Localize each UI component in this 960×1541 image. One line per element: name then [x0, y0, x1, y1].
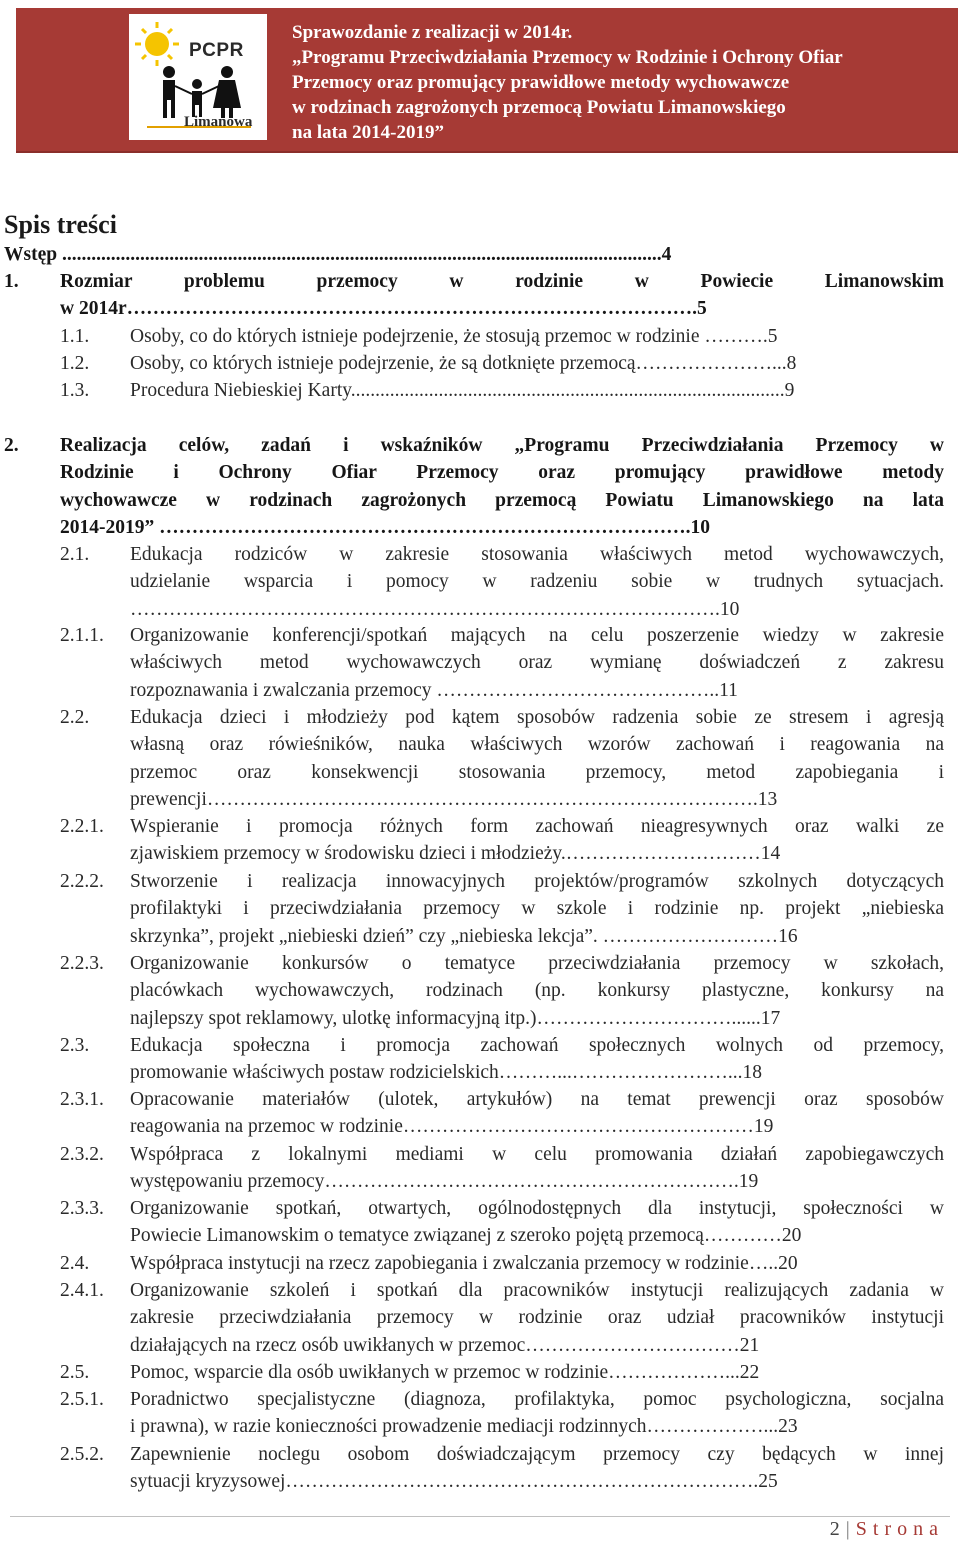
toc-entry[interactable] — [60, 1441, 944, 1496]
footer-divider — [10, 1516, 950, 1517]
toc-entry-number: 2.3.1. — [60, 1089, 104, 1110]
toc-entry-number: 2.3. — [60, 1035, 90, 1056]
toc-entry[interactable] — [60, 1250, 944, 1277]
toc-entry[interactable] — [60, 1086, 944, 1141]
toc-entry-line: działających na rzecz osób uwikłanych w przemoc……………………………21 — [130, 1334, 760, 1356]
title-line: Przemocy oraz promujący prawidłowe metody wychowawcze — [292, 72, 790, 93]
document-header — [16, 8, 958, 154]
toc-entry-number: 2.1.1. — [60, 625, 104, 646]
toc-entry-line: skrzynka”, projekt „niebieski dzień” czy „niebieska lekcja”. ………………………16 — [130, 925, 798, 947]
toc-entry-line: najlepszy spot reklamowy, ulotkę informacyjną itp.)…………………………......17 — [130, 1007, 781, 1029]
toc-entry-line: prewencji………………………………………………………………………….13 — [130, 788, 778, 810]
toc-entry-line: rozpoznawania i zwalczania przemocy ……………………………………..11 — [130, 679, 738, 701]
toc-entry[interactable] — [60, 377, 944, 404]
toc-entry-line: udzielanie wsparcia i pomocy w radzeniu sobie w trudnych sytuacjach. — [130, 571, 944, 593]
toc-entry[interactable] — [60, 813, 944, 868]
logo-text: PCPR — [189, 40, 244, 61]
toc-entry-line: właściwych metod wychowawczych oraz wymianę doświadczeń z zakresu — [130, 652, 944, 674]
toc-entry-number: 1.2. — [60, 353, 90, 374]
toc-entry-line: Osoby, co których istnieje podejrzenie, że są dotknięte przemocą…………………...8 — [130, 353, 797, 374]
toc-entry-number: 2.2. — [60, 707, 90, 728]
page-number: 2 — [829, 1518, 840, 1540]
toc-entry-number: 2.5. — [60, 1362, 90, 1383]
toc-entry-line: Edukacja społeczna i promocja zachowań społecznych wolnych od przemocy, — [130, 1035, 944, 1056]
toc-entry-line: Wstęp ...........................................................................................................................4 — [4, 244, 672, 265]
toc-entry-line: Rodzinie i Ochrony Ofiar Przemocy oraz promujący prawidłowe metody — [60, 462, 944, 484]
report-title — [292, 20, 952, 145]
header-divider — [16, 151, 958, 153]
toc-entry-line: Edukacja rodziców w zakresie stosowania właściwych metod wychowawczych, — [130, 544, 944, 565]
toc-entry-line: własną oraz rówieśników, nauka właściwych wzorów zachowań i reagowania na — [130, 734, 944, 756]
logo-subtext: Limanowa — [184, 114, 253, 130]
toc-entry-number: 1.1. — [60, 326, 90, 347]
sun-icon — [135, 22, 179, 66]
toc-entry-line: Współpraca z lokalnymi mediami w celu promowania działań zapobiegawczych — [130, 1144, 944, 1165]
toc-entry-line: Realizacja celów, zadań i wskaźników „Programu Przeciwdziałania Przemocy w — [60, 435, 944, 456]
toc-entry-line: Współpraca instytucji na rzecz zapobiegania i zwalczania przemocy w rodzinie…..20 — [130, 1253, 798, 1274]
toc-entry[interactable] — [60, 1032, 944, 1087]
toc-entry-line: zjawiskiem przemocy w środowisku dzieci i młodzieży.…………………………14 — [130, 843, 781, 865]
toc-entry-number: 2.2.2. — [60, 871, 104, 892]
toc-entry[interactable] — [60, 1359, 944, 1386]
title-line: w rodzinach zagrożonych przemocą Powiatu Limanowskiego — [292, 97, 786, 118]
toc-entry[interactable] — [60, 1195, 944, 1250]
title-line: „Programu Przeciwdziałania Przemocy w Rodzinie i Ochrony Ofiar — [292, 47, 843, 68]
toc-entry[interactable] — [60, 1277, 944, 1359]
toc-entry-number: 2.1. — [60, 544, 90, 565]
footer-separator: | — [845, 1518, 850, 1540]
toc-entry-line: Organizowanie konferencji/spotkań mających na celu poszerzenie wiedzy w zakresie — [130, 625, 944, 646]
toc-entry[interactable] — [60, 1386, 944, 1441]
toc-entry-line: przemoc oraz konsekwencji stosowania przemocy, metod zapobiegania i — [130, 761, 944, 783]
toc-entry-line: Rozmiar problemu przemocy w rodzinie w Powiecie Limanowskim — [60, 271, 944, 292]
toc-entry-line: Opracowanie materiałów (ulotek, artykułów) na temat prewencji oraz sposobów — [130, 1089, 944, 1110]
toc-entry-line: zakresie przeciwdziałania przemocy w rodzinie oraz udział pracowników instytucji — [130, 1307, 944, 1329]
toc-entry-line: sytuacji kryzysowej……………………………………………………………….25 — [130, 1471, 778, 1493]
toc-entry-line: i prawna), w razie konieczności prowadzenie mediacji rodzinnych………………...23 — [130, 1416, 798, 1438]
toc-entry-number: 2.3.3. — [60, 1198, 104, 1219]
toc-entry-line: w 2014r…………………………………………………………………………….5 — [60, 298, 707, 320]
toc-entry[interactable] — [4, 241, 944, 268]
title-line: na lata 2014-2019” — [292, 122, 444, 143]
toc-entry[interactable] — [60, 350, 944, 377]
toc-entry[interactable] — [4, 432, 944, 541]
toc-entry[interactable] — [60, 704, 944, 813]
toc-entry-number: 2.2.3. — [60, 953, 104, 974]
family-figures-icon — [163, 66, 241, 118]
toc-entry-line: Osoby, co do których istnieje podejrzenie, że stosują przemoc w rodzinie ……….5 — [130, 326, 778, 347]
toc-entry[interactable] — [60, 541, 944, 623]
toc-entry-number: 2.4. — [60, 1253, 90, 1274]
toc-entry-number: 2.4.1. — [60, 1280, 104, 1301]
toc-entry-line: Procedura Niebieskiej Karty.........................................................................................9 — [130, 380, 795, 401]
toc-entry-line: Pomoc, wsparcie dla osób uwikłanych w przemoc w rodzinie………………...22 — [130, 1362, 760, 1383]
toc-entry-line: występowaniu przemocy……………………………………………………….19 — [130, 1171, 759, 1193]
toc-entry-line: placówkach wychowawczych, rodzinach (np. konkursy plastyczne, konkursy na — [130, 980, 944, 1002]
toc-entry-line: Powiecie Limanowskim o tematyce związanej z szeroko pojętą przemocą…………20 — [130, 1225, 802, 1247]
toc-entry-number: 1. — [4, 271, 19, 292]
toc-entry-number: 2.2.1. — [60, 816, 104, 837]
toc-entry[interactable] — [4, 268, 944, 323]
toc-entry-line: Organizowanie konkursów o tematyce przeciwdziałania przemocy w szkołach, — [130, 953, 944, 974]
toc-entry-line: 2014-2019” ……………………………………………………………………….10 — [60, 516, 710, 538]
toc-entry-number: 2.3.2. — [60, 1144, 104, 1165]
toc-entry[interactable] — [60, 622, 944, 704]
page-footer — [830, 1518, 944, 1541]
footer-page-word: Strona — [855, 1518, 944, 1540]
toc-entry[interactable] — [60, 323, 944, 350]
toc-entry-line: ……………………………………………………………………………….10 — [130, 598, 740, 620]
pcpr-logo — [129, 14, 267, 140]
toc-entry-line: Edukacja dzieci i młodzieży pod kątem sposobów radzenia sobie ze stresem i agresją — [130, 707, 944, 728]
toc-entry-line: Poradnictwo specjalistyczne (diagnoza, profilaktyka, pomoc psychologiczna, socjalna — [130, 1389, 944, 1410]
title-line: Sprawozdanie z realizacji w 2014r. — [292, 22, 573, 43]
toc-entry-line: Zapewnienie noclegu osobom doświadczającym przemocy czy będących w innej — [130, 1444, 944, 1465]
toc-entry-line: promowanie właściwych postaw rodzicielskich………...……………………...18 — [130, 1062, 763, 1084]
toc-entry[interactable] — [60, 1141, 944, 1196]
toc-entry-line: Organizowanie szkoleń i spotkań dla pracowników instytucji realizujących zadania w — [130, 1280, 944, 1301]
toc-entry[interactable] — [60, 950, 944, 1032]
toc-entry-number: 2.5.2. — [60, 1444, 104, 1465]
toc-entry-line: reagowania na przemoc w rodzinie………………………………………………19 — [130, 1116, 774, 1138]
toc-entry-line: Organizowanie spotkań, otwartych, ogólnodostępnych dla instytucji, społeczności w — [130, 1198, 944, 1219]
toc-heading: Spis treści — [4, 210, 117, 239]
toc-entry-line: wychowawcze w rodzinach zagrożonych przemocą Powiatu Limanowskiego na lata — [60, 489, 944, 511]
toc-entry-line: profilaktyki i przeciwdziałania przemocy w szkole i rodzinie np. projekt „niebieska — [130, 898, 944, 920]
toc-entry-number: 2. — [4, 435, 19, 456]
toc-entry-line: Stworzenie i realizacja innowacyjnych projektów/programów szkolnych dotyczących — [130, 871, 944, 892]
toc-entry-number: 1.3. — [60, 380, 90, 401]
toc-entry-line: Wspieranie i promocja różnych form zachowań nieagresywnych oraz walki ze — [130, 816, 944, 837]
toc-entry[interactable] — [60, 868, 944, 950]
toc-entry-number: 2.5.1. — [60, 1389, 104, 1410]
